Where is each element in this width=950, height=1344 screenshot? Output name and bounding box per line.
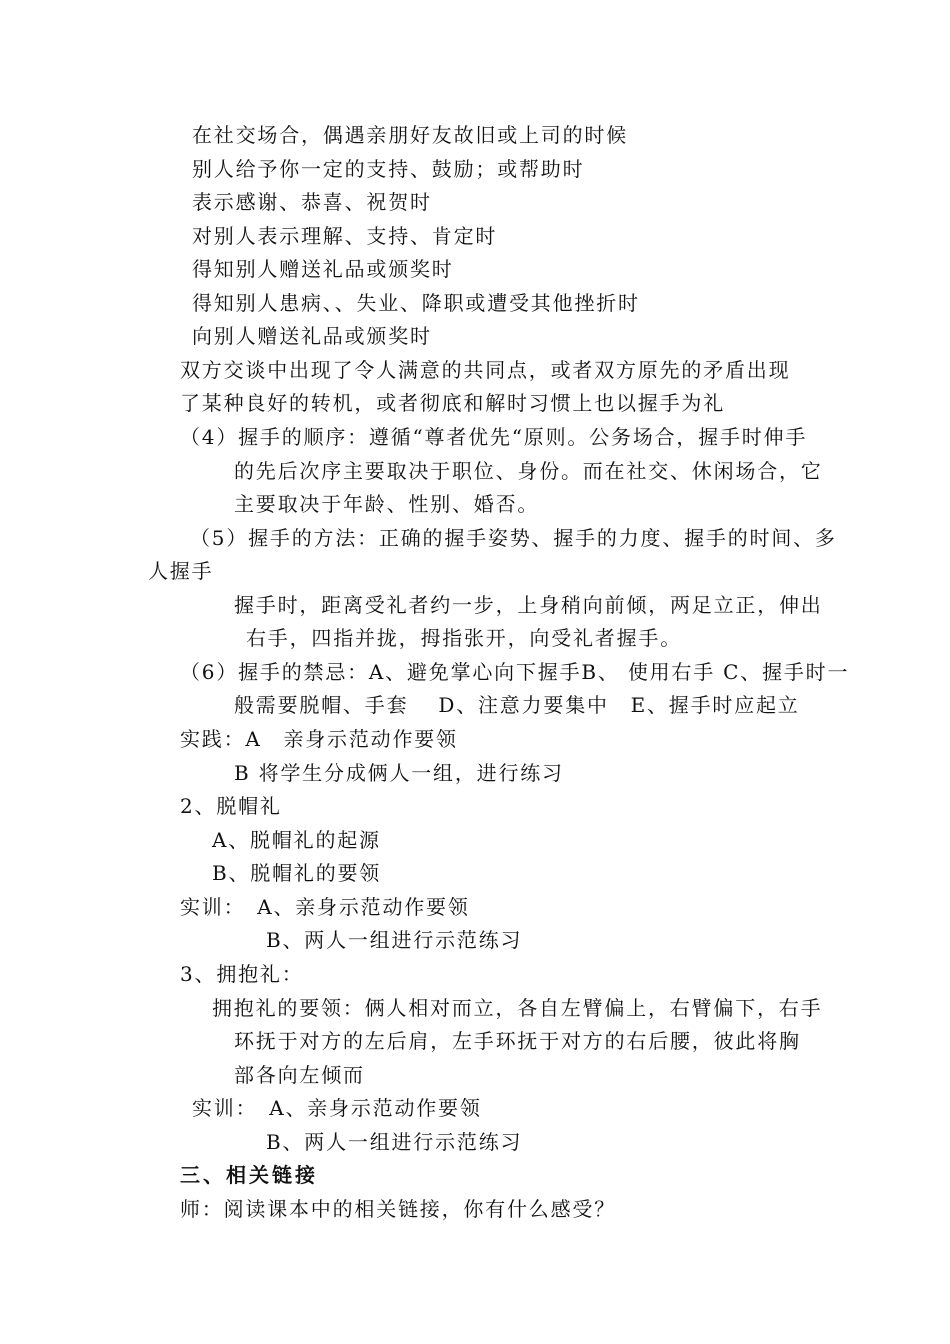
text-line: 2、脱帽礼 — [180, 794, 282, 818]
text-line: 实训： A、亲身示范动作要领 — [192, 1096, 482, 1120]
text-line: 人握手 — [148, 559, 214, 583]
text-line: B、脱帽礼的要领 — [212, 861, 382, 885]
text-line: 别人给予你一定的支持、鼓励；或帮助时 — [192, 157, 585, 181]
text-line: B、两人一组进行示范练习 — [266, 928, 523, 952]
text-line: 得知别人赠送礼品或颁奖时 — [192, 257, 454, 281]
text-line: 表示感谢、恭喜、祝贺时 — [192, 190, 432, 214]
text-line: 双方交谈中出现了令人满意的共同点，或者双方原先的矛盾出现 — [180, 358, 791, 382]
text-line: 般需要脱帽、手套 D、注意力要集中 E、握手时应起立 — [234, 693, 800, 717]
text-line: （6）握手的禁忌：A、避免掌心向下握手B、 使用右手 C、握手时一 — [180, 660, 850, 684]
text-line: 3、拥抱礼： — [180, 962, 304, 986]
text-line: （4）握手的顺序：遵循“尊者优先“原则。公务场合，握手时伸手 — [180, 425, 808, 449]
text-line: B 将学生分成俩人一组，进行练习 — [234, 761, 564, 785]
text-line: B、两人一组进行示范练习 — [266, 1130, 523, 1154]
text-line: 在社交场合，偶遇亲朋好友故旧或上司的时候 — [192, 123, 628, 147]
text-line: 得知别人患病、、失业、降职或遭受其他挫折时 — [192, 291, 640, 315]
text-line: A、脱帽礼的起源 — [212, 828, 381, 852]
text-line: 握手时，距离受礼者约一步，上身稍向前倾，两足立正，伸出 — [234, 593, 823, 617]
text-line: 拥抱礼的要领：俩人相对而立，各自左臂偏上，右臂偏下，右手 — [212, 996, 823, 1020]
text-line: （5）握手的方法：正确的握手姿势、握手的力度、握手的时间、多 — [190, 526, 837, 550]
section-heading: 三、相关链接 — [180, 1163, 318, 1187]
text-line: 主要取决于年龄、性别、婚否。 — [234, 492, 540, 516]
text-line: 环抚于对方的左后肩，左手环抚于对方的右后腰，彼此将胸 — [234, 1029, 801, 1053]
text-line: 了某种良好的转机，或者彻底和解时习惯上也以握手为礼 — [180, 391, 725, 415]
text-line: 实践：A 亲身示范动作要领 — [180, 727, 458, 751]
text-line: 实训： A、亲身示范动作要领 — [180, 895, 470, 919]
text-line: 师：阅读课本中的相关链接，你有什么感受？ — [180, 1197, 616, 1221]
text-line: 的先后次序主要取决于职位、身份。而在社交、休闲场合，它 — [234, 459, 823, 483]
text-line: 部各向左倾而 — [234, 1063, 365, 1087]
text-line: 右手，四指并拢，拇指张开，向受礼者握手。 — [246, 626, 682, 650]
text-line: 对别人表示理解、支持、肯定时 — [192, 224, 498, 248]
text-line: 向别人赠送礼品或颁奖时 — [192, 324, 432, 348]
